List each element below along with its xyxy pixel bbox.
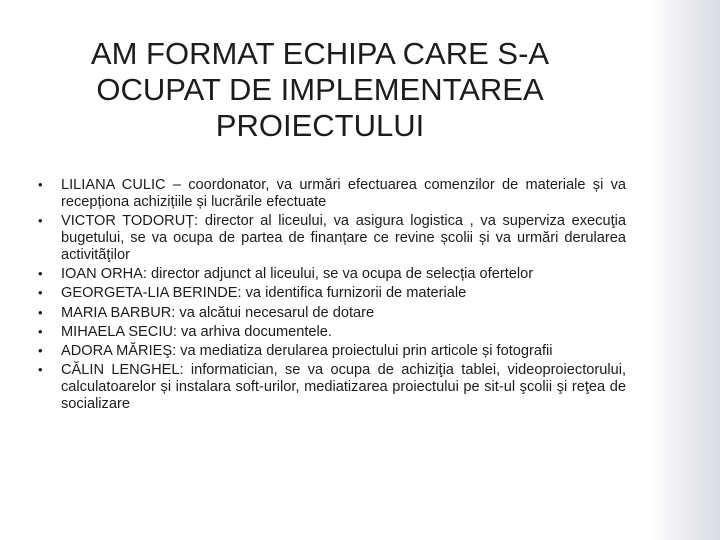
bullet-icon: •: [38, 362, 43, 378]
list-item: [38, 362, 626, 412]
list-item: [38, 177, 626, 211]
bullet-text: GEORGETA-LIA BERINDE: va identifica furnizorii de materiale: [61, 285, 467, 302]
list-item: [38, 305, 626, 322]
bullet-icon: •: [38, 285, 43, 301]
list-item: [38, 213, 626, 263]
bullet-icon: •: [38, 323, 43, 339]
list-item: [38, 285, 626, 302]
bullet-icon: •: [38, 304, 43, 320]
bullet-icon: •: [38, 343, 43, 359]
bullet-list: [38, 177, 626, 415]
bullet-text: IOAN ORHA: director adjunct al liceului, se va ocupa de selecția ofertelor: [61, 265, 534, 282]
list-item: [38, 266, 626, 283]
bullet-icon: •: [38, 265, 43, 281]
bullet-text: MARIA BARBUR: va alcătui necesarul de dotare: [61, 304, 375, 321]
bullet-text: ADORA MĂRIEŞ: va mediatiza derularea proiectului prin articole și fotografii: [61, 343, 553, 360]
bullet-text: CĂLIN LENGHEL: informatician, se va ocupa de achiziţia tablei, videoproiectorului, calculatoarelor și instalara soft-urilor, mediatizarea proiectului pe sit-ul şcolii şi reţea de socializare: [61, 362, 626, 413]
list-item: [38, 343, 626, 360]
side-gradient-decoration: [650, 0, 720, 540]
bullet-text: MIHAELA SECIU: va arhiva documentele.: [61, 323, 332, 340]
bullet-icon: •: [38, 213, 43, 229]
bullet-text: LILIANA CULIC – coordonator, va urmări efectuarea comenzilor de materiale și va recepționa achizițiile și lucrările efectuate: [61, 177, 626, 210]
bullet-icon: •: [38, 177, 43, 192]
bullet-text: VICTOR TODORUȚ: director al liceului, va asigura logistica , va superviza execuţia bugetului, se va ocupa de partea de finanțare ce revine școlii și va urmări derularea activitãţilor: [61, 213, 626, 263]
list-item: [38, 324, 626, 341]
slide-title: AM FORMAT ECHIPA CARE S-A OCUPAT DE IMPLEMENTAREA PROIECTULUI: [90, 36, 550, 143]
